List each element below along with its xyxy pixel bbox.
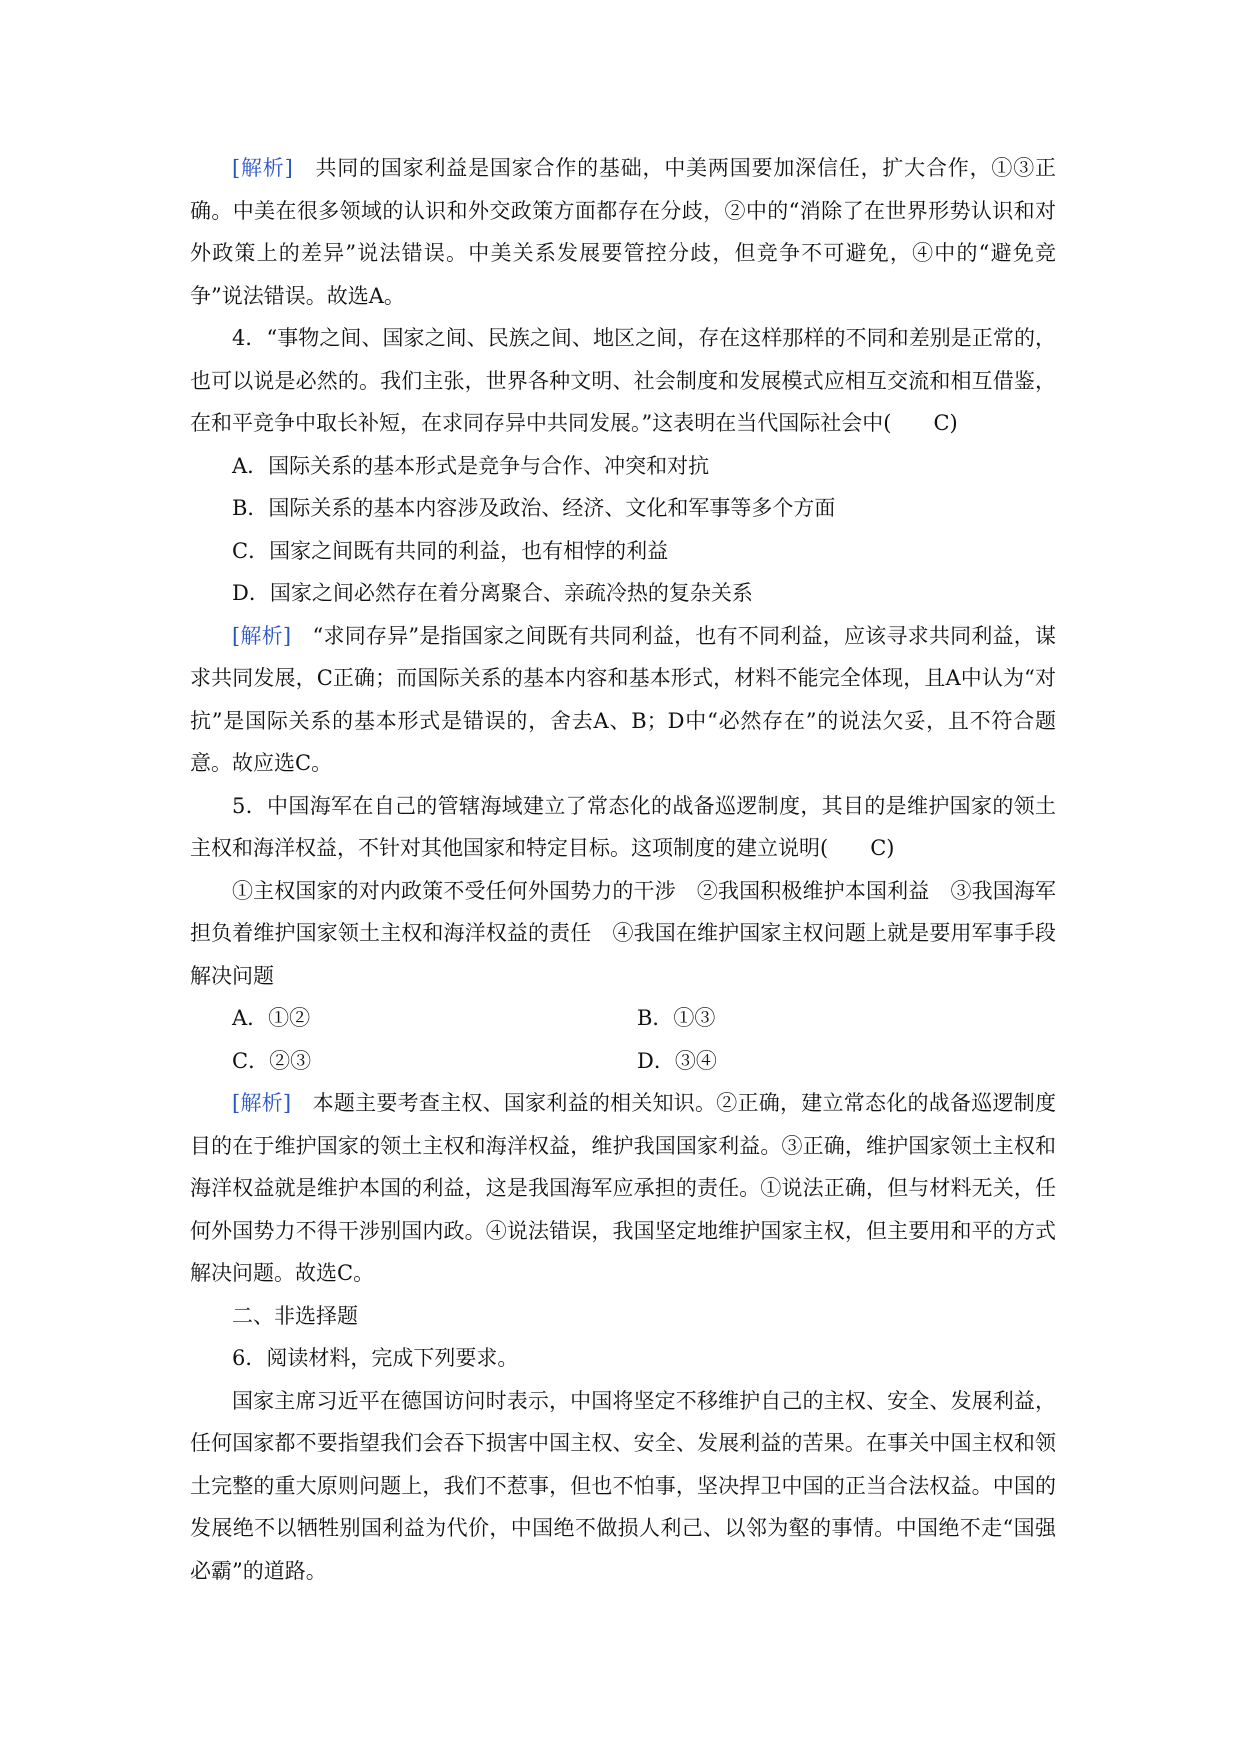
question-6-stem: 6．阅读材料，完成下列要求。	[232, 1346, 519, 1370]
option-a: A．①②	[232, 1006, 311, 1030]
answer-mark: C	[933, 411, 950, 435]
question-5-statements: ①主权国家的对内政策不受任何外国势力的干涉 ②我国积极维护本国利益 ③我国海军担负着维护国家领土主权和海洋权益的责任 ④我国在维护国家主权问题上就是要用军事手段解决问题	[190, 878, 1056, 988]
option-d: D．国家之间必然存在着分离聚合、亲疏冷热的复杂关系	[232, 581, 753, 605]
question-6-material: 国家主席习近平在德国访问时表示，中国将坚定不移维护自己的主权、安全、发展利益，任何国家都不要指望我们会吞下损害中国主权、安全、发展利益的苦果。在事关中国主权和领土完整的重大原则问题上，我们不惹事，但也不怕事，坚决捍卫中国的正当合法权益。中国的发展绝不以牺牲别国利益为代价，中国绝不做损人利己、以邻为壑的事情。中国绝不走“国强必霸”的道路。	[190, 1388, 1056, 1583]
analysis-block-q4	[190, 615, 1056, 785]
analysis-text: 共同的国家利益是国家合作的基础，中美两国要加深信任，扩大合作，①③正确。中美在很多领域的认识和外交政策方面都存在分歧，②中的“消除了在世界形势认识和对外政策上的差异”说法错误。中美关系发展要管控分歧，但竞争不可避免，④中的“避免竞争”说法错误。故选A。	[190, 156, 1057, 308]
answer-mark: C	[870, 836, 887, 860]
option-c: C．国家之间既有共同的利益，也有相悖的利益	[232, 538, 669, 563]
question-4-stem: 4．“事物之间、国家之间、民族之间、地区之间，存在这样那样的不同和差别是正常的，也可以说是必然的。我们主张，世界各种文明、社会制度和发展模式应相互交流和相互借鉴，在和平竞争中取长补短，在求同存异中共同发展。”这表明在当代国际社会中( C)	[190, 317, 1056, 445]
analysis-tag: [解析]	[232, 623, 292, 648]
analysis-block-q3	[190, 147, 1056, 317]
option-b: B．①③	[637, 1006, 716, 1030]
option-row-2	[190, 1040, 1056, 1083]
analysis-text: 本题主要考查主权、国家利益的相关知识。②正确，建立常态化的战备巡逻制度目的在于维护国家的领土主权和海洋权益，维护我国国家利益。③正确，维护国家领土主权和海洋权益就是维护本国的利益，这是我国海军应承担的责任。①说法正确，但与材料无关，任何外国势力不得干涉别国内政。④说法错误，我国坚定地维护国家主权，但主要用和平的方式解决问题。故选C。	[190, 1091, 1056, 1285]
question-5-stem: 5．中国海军在自己的管辖海域建立了常态化的战备巡逻制度，其目的是维护国家的领土主权和海洋权益，不针对其他国家和特定目标。这项制度的建立说明( C)	[190, 785, 1056, 870]
option-d: D．③④	[637, 1048, 717, 1073]
analysis-block-q5	[190, 1082, 1056, 1295]
option-a: A．国际关系的基本形式是竞争与合作、冲突和对抗	[232, 453, 710, 478]
analysis-tag: [解析]	[232, 156, 293, 180]
option-row-1	[190, 997, 1056, 1040]
section-heading: 二、非选择题	[232, 1303, 358, 1328]
option-b: B．国际关系的基本内容涉及政治、经济、文化和军事等多个方面	[232, 496, 836, 520]
analysis-tag: [解析]	[232, 1091, 292, 1115]
option-c: C．②③	[232, 1048, 312, 1073]
analysis-text: “求同存异”是指国家之间既有共同利益，也有不同利益，应该寻求共同利益，谋求共同发展，C正确；而国际关系的基本内容和基本形式，材料不能完全体现，且A中认为“对抗”是国际关系的基本形式是错误的，舍去A、B；D中“必然存在”的说法欠妥，且不符合题意。故应选C。	[190, 623, 1057, 775]
